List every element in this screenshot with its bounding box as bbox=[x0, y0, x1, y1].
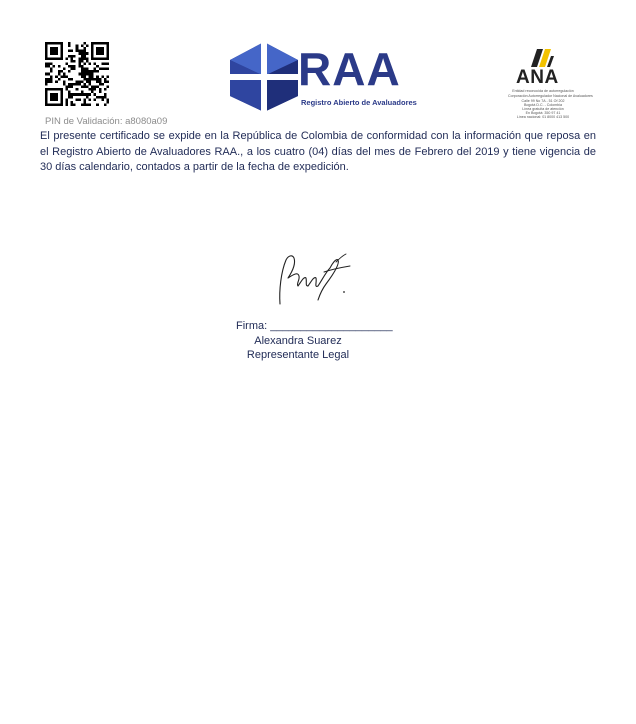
ana-line: En Bogotá: 350 97 41 bbox=[525, 111, 561, 115]
ana-line: Corporación Autorregulador Nacional de Avaluadores bbox=[508, 94, 593, 98]
ana-line: Bogotá D.C. - Colombia bbox=[524, 103, 562, 107]
ana-wordmark: ANA bbox=[516, 67, 559, 88]
ana-mark-icon bbox=[529, 48, 555, 68]
signature-line: Firma: ____________________ bbox=[236, 320, 393, 332]
ana-line: Línea gratuita de atención bbox=[522, 107, 564, 111]
raa-subtitle: Registro Abierto de Avaluadores bbox=[301, 98, 417, 107]
ana-line: Entidad reconocida de autorregulación bbox=[512, 89, 574, 93]
signer-role: Representante Legal bbox=[246, 349, 350, 361]
qr-code bbox=[45, 42, 109, 106]
validation-pin: PIN de Validación: a8080a09 bbox=[45, 116, 168, 127]
ana-line: Calle 99 No 7A - 51 Of 202 bbox=[521, 99, 565, 103]
raa-wordmark: RAA bbox=[298, 43, 401, 95]
raa-logo bbox=[228, 40, 418, 114]
raa-cube-icon bbox=[228, 40, 300, 114]
signer-name: Alexandra Suarez bbox=[254, 335, 342, 347]
handwritten-signature bbox=[274, 250, 358, 308]
ana-logo bbox=[508, 48, 593, 122]
certificate-statement: El presente certificado se expide en la República de Colombia de conformidad con la información que reposa en el Registro Abierto de Avaluadores RAA., a los cuatro (04) días del mes de Febrero del 2019 y tiene vigencia de 30 días calendario, contados a partir de la fecha de expedición. bbox=[40, 130, 596, 173]
ana-line: Línea nacional: 01 8000 413 500 bbox=[516, 115, 570, 119]
